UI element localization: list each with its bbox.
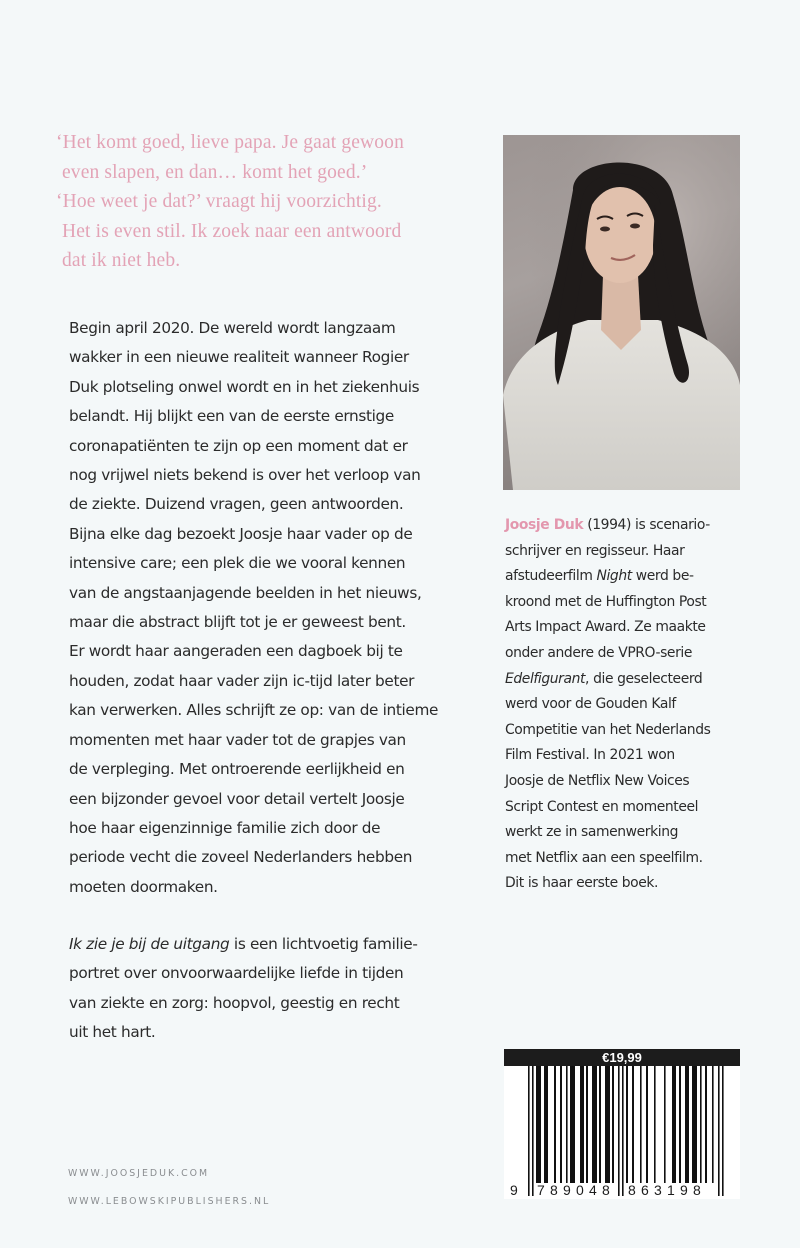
quote-line: ‘Het komt goed, lieve papa. Je gaat gewoon <box>56 132 404 153</box>
quote-line: Het is even stil. Ik zoek naar een antwoord <box>62 220 402 242</box>
isbn-digit: 9 <box>680 1182 688 1198</box>
bio-line: kroond met de Huffington Post <box>505 593 707 610</box>
barcode-bars-icon <box>504 1066 740 1196</box>
bio-text: (1994) is scenario- <box>583 517 710 533</box>
quote-line: even slapen, en dan… komt het goed.’ <box>62 161 368 183</box>
bio-line: Arts Impact Award. Ze maakte <box>505 619 706 636</box>
blurb-line: momenten met haar vader tot de grapjes van <box>69 730 406 749</box>
bio-line: schrijver en regisseur. Haar <box>505 542 685 559</box>
book-title: Ik zie je bij de uitgang <box>69 935 230 953</box>
isbn-digits <box>504 1182 740 1198</box>
blurb-line: uit het hart. <box>69 1023 156 1042</box>
blurb-line: Begin april 2020. De wereld wordt langzaam <box>69 319 396 337</box>
bio-line: Dit is haar eerste boek. <box>505 875 659 892</box>
author-photo <box>503 135 740 490</box>
website-links <box>68 1160 270 1216</box>
blurb-line: Duk plotseling onwel wordt en in het ziekenhuis <box>69 377 420 396</box>
bio-line: met Netflix aan een speelfilm. <box>505 849 703 866</box>
blurb-line: van ziekte en zorg: hoopvol, geestig en recht <box>69 993 400 1012</box>
quote-line: ‘Hoe weet je dat?’ vraagt hij voorzichtig. <box>56 191 382 212</box>
isbn-digit: 3 <box>654 1182 662 1198</box>
isbn-barcode <box>504 1049 740 1199</box>
isbn-digit: 8 <box>693 1182 701 1198</box>
isbn-digit: 0 <box>576 1182 584 1198</box>
bio-line <box>505 564 755 590</box>
blurb-line: moeten doormaken. <box>69 877 218 896</box>
blurb-line: Er wordt haar aangeraden een dagboek bij te <box>69 642 403 661</box>
isbn-digit: 8 <box>550 1182 558 1198</box>
author-website-url[interactable]: WWW.JOOSJEDUK.COM <box>68 1168 210 1179</box>
bio-text: , die geselecteerd <box>585 670 703 687</box>
blurb-paragraph-1 <box>69 314 479 902</box>
isbn-digit: 4 <box>589 1182 597 1198</box>
author-name: Joosje Duk <box>505 517 584 533</box>
bio-line: werd voor de Gouden Kalf <box>505 696 676 713</box>
blurb-line: wakker in een nieuwe realiteit wanneer Rogier <box>69 348 409 367</box>
bio-line: Joosje de Netflix New Voices <box>505 772 690 789</box>
bio-line: werkt ze in samenwerking <box>505 824 679 841</box>
blurb-line: portret over onvoorwaardelijke liefde in tijden <box>69 964 404 983</box>
isbn-digit: 9 <box>510 1182 518 1198</box>
series-title: Edelfigurant <box>505 670 586 687</box>
blurb-line: belandt. Hij blijkt een van de eerste ernstige <box>69 407 394 426</box>
price-label: €19,99 <box>504 1049 740 1066</box>
blurb-line: maar die abstract blijft tot je er geweest bent. <box>69 613 406 632</box>
bio-text: afstudeerfilm <box>505 568 597 585</box>
publisher-website-url[interactable]: WWW.LEBOWSKIPUBLISHERS.NL <box>68 1196 271 1207</box>
blurb-text: is een lichtvoetig familie- <box>229 935 418 953</box>
blurb-paragraph-2 <box>69 930 479 1048</box>
blurb-line: houden, zodat haar vader zijn ic-tijd later beter <box>69 671 415 690</box>
isbn-digit: 6 <box>641 1182 649 1198</box>
film-title: Night <box>596 568 632 585</box>
isbn-digit: 7 <box>537 1182 545 1198</box>
bio-text: werd be- <box>631 568 694 585</box>
quote-line: dat ik niet heb. <box>62 250 181 271</box>
blurb-line: kan verwerken. Alles schrijft ze op: van de intieme <box>69 701 439 720</box>
isbn-digit: 9 <box>563 1182 571 1198</box>
blurb-line: de ziekte. Duizend vragen, geen antwoorden. <box>69 495 404 514</box>
blurb-line: de verpleging. Met ontroerende eerlijkheid en <box>69 760 405 779</box>
isbn-digit: 1 <box>667 1182 675 1198</box>
pull-quote <box>56 128 476 276</box>
bio-line <box>505 667 755 693</box>
blurb-line: hoe haar eigenzinnige familie zich door de <box>69 818 381 837</box>
isbn-digit: 8 <box>628 1182 636 1198</box>
bio-line: Script Contest en momenteel <box>505 798 699 815</box>
blurb-line: een bijzonder gevoel voor detail vertelt Joosje <box>69 789 405 808</box>
bio-line: Film Festival. In 2021 won <box>505 747 675 764</box>
blurb-line: Bijna elke dag bezoekt Joosje haar vader op de <box>69 524 413 543</box>
blurb-line: nog vrijwel niets bekend is over het verloop van <box>69 466 421 485</box>
portrait-illustration <box>503 135 740 490</box>
bio-line <box>505 513 755 539</box>
bio-line: onder andere de VPRO-serie <box>505 644 692 661</box>
blurb-line: intensive care; een plek die we vooral kennen <box>69 554 406 573</box>
blurb-line <box>69 930 479 959</box>
bio-line: Competitie van het Nederlands <box>505 721 711 738</box>
blurb-line: coronapatiënten te zijn op een moment dat er <box>69 436 408 455</box>
blurb-line: van de angstaanjagende beelden in het nieuws, <box>69 583 422 602</box>
blurb-line: periode vecht die zoveel Nederlanders hebben <box>69 848 413 867</box>
isbn-digit: 8 <box>602 1182 610 1198</box>
author-bio <box>505 513 755 897</box>
